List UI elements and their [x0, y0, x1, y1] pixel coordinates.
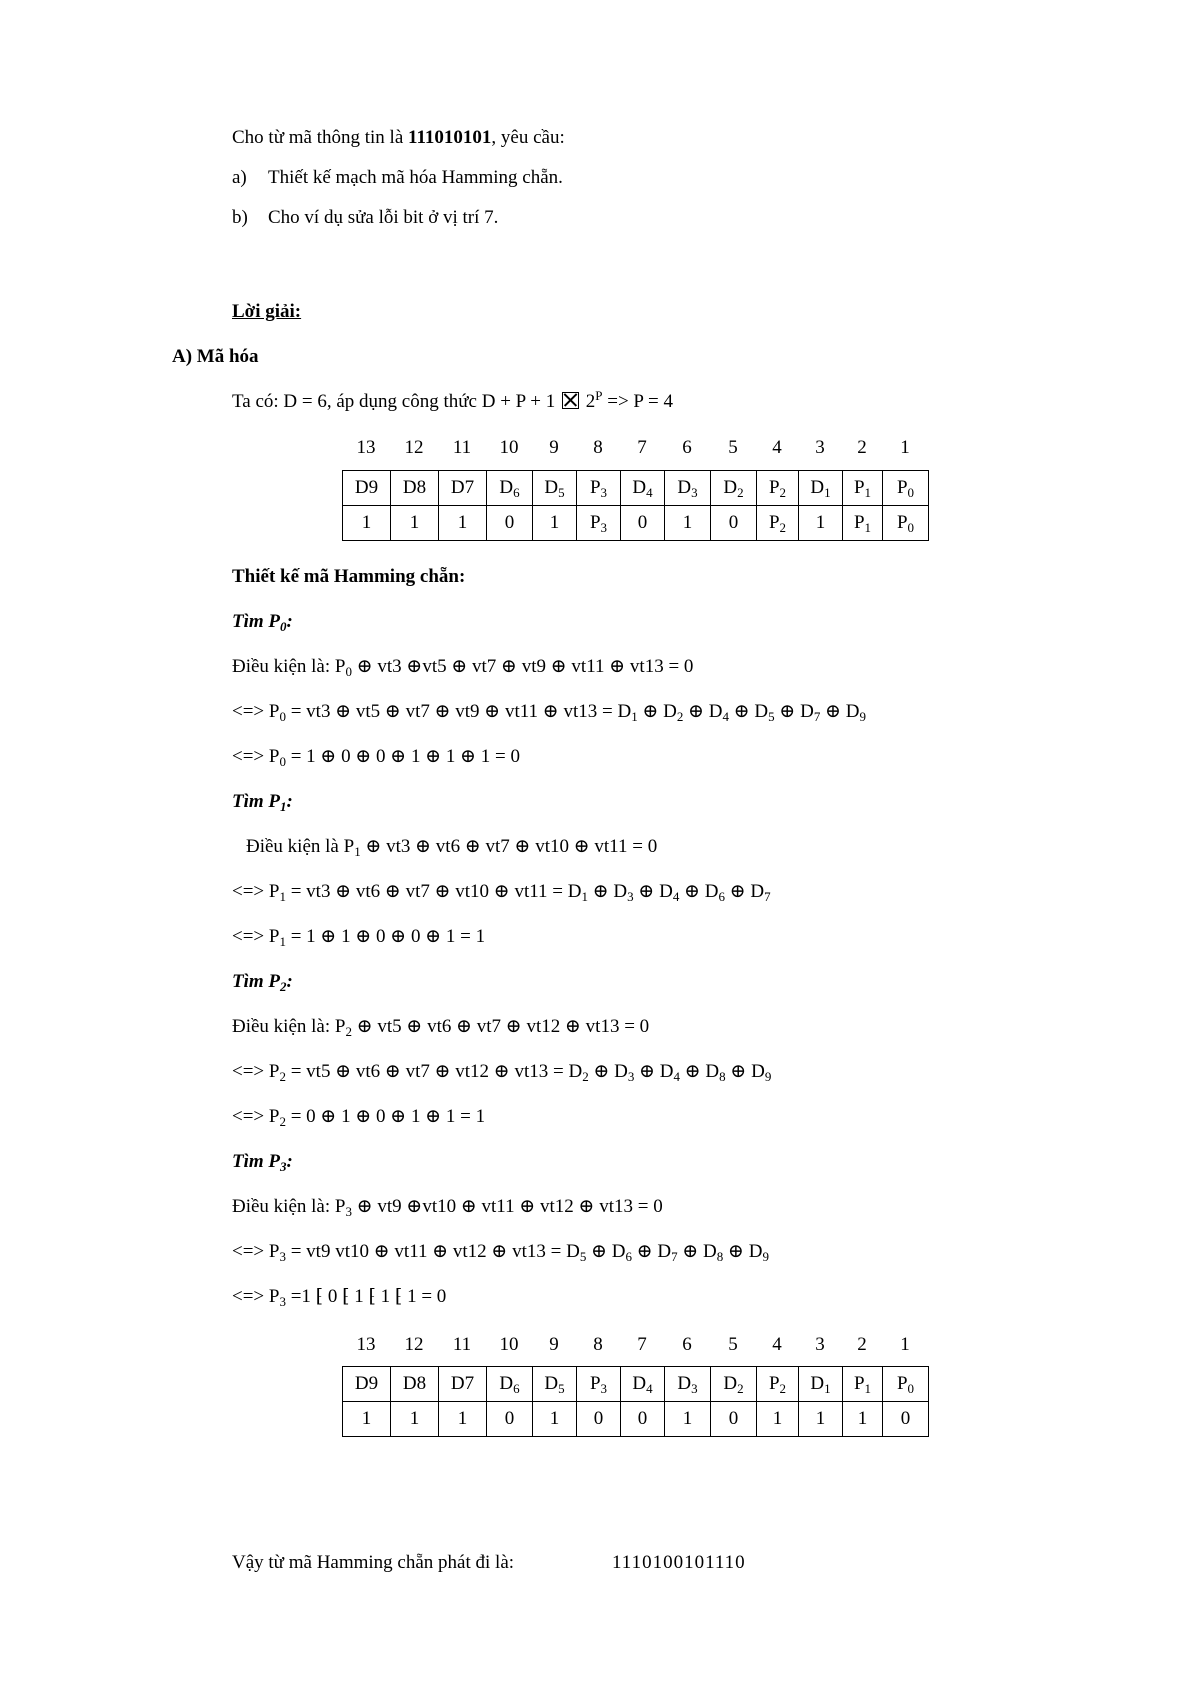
cell-text: P	[768, 477, 780, 498]
table-value-cell	[343, 1402, 391, 1437]
table-header-cell	[757, 1367, 799, 1402]
cell-text: D8	[402, 477, 427, 498]
cell-text: D	[677, 1373, 692, 1394]
solution-heading: Lời giải:	[232, 301, 302, 322]
p2-result	[232, 1106, 486, 1129]
equation-text: ⊕ D	[723, 1241, 763, 1262]
p1-heading-colon: :	[286, 791, 293, 812]
equation-text: ⊕ D	[631, 1241, 672, 1262]
bit-position-label: 12	[404, 1334, 424, 1355]
info-codeword: 111010101	[408, 127, 492, 148]
formula-exponent: P	[595, 388, 603, 403]
equation-text: ⊕ vt3 ⊕ vt6 ⊕ vt7 ⊕ vt10 ⊕ vt11 = 0	[360, 836, 658, 857]
cell-subscript: 4	[646, 1381, 653, 1396]
subscript: 3	[279, 1249, 286, 1264]
p0-result	[232, 746, 520, 769]
table-value-cell	[799, 1402, 843, 1437]
equation-text: ⊕ D	[774, 701, 814, 722]
equation-text: = vt3 ⊕ vt6 ⊕ vt7 ⊕ vt10 ⊕ vt11 = D	[285, 881, 582, 902]
p1-heading-sub: 1	[280, 799, 287, 814]
cell-subscript: 3	[600, 1381, 608, 1396]
table-value-cell	[577, 1402, 621, 1437]
table-value-row	[343, 1402, 929, 1437]
bit-position-label: 10	[499, 1334, 519, 1355]
cell-text: D7	[450, 477, 475, 498]
cell-text: D	[810, 1373, 825, 1394]
question-text: Cho từ mã thông tin là	[232, 127, 404, 148]
table-header-cell	[883, 1367, 929, 1402]
table-header-cell	[883, 471, 929, 506]
cell-text: 1	[457, 1408, 468, 1429]
equation-text: ⊕ D	[820, 701, 860, 722]
p3-result	[232, 1286, 447, 1309]
item-a	[232, 167, 563, 188]
subscript: 2	[345, 1024, 352, 1039]
question-text-end: , yêu cầu:	[491, 127, 565, 148]
equation-text: = 0 ⊕ 1 ⊕ 0 ⊕ 1 ⊕ 1 = 1	[285, 1106, 486, 1127]
cell-text: P	[768, 512, 780, 533]
cell-subscript: 0	[907, 485, 915, 500]
p0-heading-text: Tìm P	[232, 611, 281, 632]
formula-line	[232, 388, 674, 412]
equation-text: <=> P	[232, 701, 280, 722]
cell-subscript: 3	[691, 1381, 698, 1396]
cell-text: D	[723, 477, 738, 498]
subscript: 0	[279, 709, 286, 724]
equation-text: <=> P	[232, 1241, 280, 1262]
cell-text: D	[544, 477, 559, 498]
table-value-cell	[883, 1402, 929, 1437]
subscript: 2	[582, 1069, 589, 1084]
cell-text: 0	[504, 512, 515, 533]
cell-text: 0	[637, 512, 648, 533]
bit-position-label: 4	[772, 437, 782, 458]
table-header-cell	[711, 1367, 757, 1402]
cell-text: D	[677, 477, 692, 498]
cell-subscript: 5	[558, 1381, 565, 1396]
table-value-cell	[343, 506, 391, 541]
position-row-1	[342, 437, 928, 459]
cell-text: D7	[450, 1373, 475, 1394]
cell-subscript: 2	[737, 485, 744, 500]
cell-text: 1	[409, 1408, 420, 1429]
cell-text: D	[544, 1373, 559, 1394]
equation-text: ⊕ D	[679, 881, 719, 902]
cell-text: 1	[857, 1408, 868, 1429]
equation-text: ⊕ vt9 ⊕vt10 ⊕ vt11 ⊕ vt12 ⊕ vt13 = 0	[351, 1196, 663, 1217]
cell-text: 1	[361, 1408, 372, 1429]
cell-text: 1	[361, 512, 372, 533]
bit-position-label: 9	[549, 437, 559, 458]
cell-subscript: 6	[513, 1381, 520, 1396]
p3-heading-sub: 3	[280, 1159, 287, 1174]
equation-text: ⊕ D	[586, 1241, 626, 1262]
equation-text: ⊕ D	[588, 881, 628, 902]
cell-text: P	[853, 1373, 865, 1394]
cell-text: 1	[549, 1408, 560, 1429]
cell-subscript: 3	[600, 520, 608, 535]
subscript: 8	[716, 1249, 724, 1264]
table-value-cell	[711, 1402, 757, 1437]
cell-text: D	[632, 1373, 647, 1394]
table-value-cell	[799, 506, 843, 541]
cell-subscript: 1	[864, 1381, 872, 1396]
table-header-cell	[843, 1367, 883, 1402]
table-header-row	[343, 471, 929, 506]
table-header-cell	[799, 1367, 843, 1402]
p2-condition	[232, 1016, 650, 1039]
bit-position-label: 7	[637, 437, 647, 458]
equation-text: Điều kiện là P	[246, 836, 355, 857]
bit-position-label: 5	[728, 1334, 738, 1355]
cell-text: P	[896, 1373, 908, 1394]
subscript: 6	[718, 889, 725, 904]
bit-position-label: 6	[682, 1334, 692, 1355]
table-value-cell	[621, 506, 665, 541]
cell-subscript: 6	[513, 485, 520, 500]
cell-text: 1	[409, 512, 420, 533]
table-header-cell	[343, 471, 391, 506]
cell-text: P	[853, 512, 865, 533]
hamming-codeword: 1110100101110	[612, 1552, 746, 1573]
table-header-cell	[757, 471, 799, 506]
subscript: 5	[579, 1249, 587, 1264]
equation-text: = vt3 ⊕ vt5 ⊕ vt7 ⊕ vt9 ⊕ vt11 ⊕ vt13 = D	[285, 701, 632, 722]
equation-text: =1 ⁅ 0 ⁅ 1 ⁅ 1 ⁅ 1 = 0	[285, 1286, 447, 1307]
cell-text: D	[810, 477, 825, 498]
bit-position-label: 3	[815, 437, 825, 458]
cell-text: P	[768, 1373, 780, 1394]
equation-text: = vt9 vt10 ⊕ vt11 ⊕ vt12 ⊕ vt13 = D	[285, 1241, 580, 1262]
p3-heading-colon: :	[286, 1151, 293, 1172]
subscript: 1	[354, 844, 361, 859]
table-value-cell	[577, 506, 621, 541]
p3-heading-text: Tìm P	[232, 1151, 281, 1172]
bit-position-label: 13	[356, 1334, 376, 1355]
cell-text: 1	[815, 1408, 826, 1429]
equation-text: ⊕ D	[637, 701, 677, 722]
subscript: 9	[764, 1069, 772, 1084]
equation-text: <=> P	[232, 881, 280, 902]
section-a-heading: A) Mã hóa	[172, 346, 259, 367]
table-value-cell	[665, 1402, 711, 1437]
equation-text: Điều kiện là: P	[232, 1016, 346, 1037]
cell-text: 0	[900, 1408, 911, 1429]
bit-position-label: 8	[593, 1334, 603, 1355]
table-header-cell	[799, 471, 843, 506]
p1-equation	[232, 881, 771, 904]
cell-text: P	[589, 1373, 601, 1394]
missing-glyph-icon	[562, 392, 579, 409]
subscript: 5	[768, 709, 775, 724]
subscript: 9	[859, 709, 866, 724]
p0-heading-colon: :	[286, 611, 293, 632]
equation-text: ⊕ vt5 ⊕ vt6 ⊕ vt7 ⊕ vt12 ⊕ vt13 = 0	[351, 1016, 650, 1037]
p1-result	[232, 926, 486, 949]
cell-subscript: 0	[907, 1381, 915, 1396]
subscript: 3	[279, 1294, 286, 1309]
p2-heading-text: Tìm P	[232, 971, 281, 992]
table-header-cell	[487, 1367, 533, 1402]
item-b-text: Cho ví dụ sửa lỗi bit ở vị trí 7.	[268, 207, 499, 228]
subscript: 3	[627, 889, 634, 904]
equation-text: ⊕ D	[677, 1241, 717, 1262]
cell-subscript: 2	[737, 1381, 744, 1396]
subscript: 3	[345, 1204, 352, 1219]
question-line	[232, 128, 565, 147]
p0-heading-sub: 0	[280, 619, 287, 634]
cell-text: 1	[682, 512, 693, 533]
equation-text: ⊕ D	[725, 1061, 765, 1082]
table-value-cell	[711, 506, 757, 541]
bit-position-label: 11	[452, 1334, 472, 1355]
table-header-row	[343, 1367, 929, 1402]
bit-position-label: 2	[857, 1334, 867, 1355]
cell-text: P	[589, 477, 601, 498]
table-value-row	[343, 506, 929, 541]
subscript: 1	[581, 889, 588, 904]
table-header-cell	[391, 471, 439, 506]
cell-subscript: 3	[600, 485, 608, 500]
bit-position-label: 12	[404, 437, 424, 458]
cell-subscript: 2	[779, 520, 787, 535]
bit-position-label: 11	[452, 437, 472, 458]
table-header-cell	[487, 471, 533, 506]
subscript: 7	[813, 709, 821, 724]
item-b-marker: b)	[232, 207, 248, 228]
p3-equation	[232, 1241, 769, 1264]
cell-text: P	[853, 477, 865, 498]
table-value-cell	[757, 506, 799, 541]
equation-text: ⊕ D	[588, 1061, 628, 1082]
table-value-cell	[533, 1402, 577, 1437]
equation-text: <=> P	[232, 1061, 280, 1082]
equation-text: = vt5 ⊕ vt6 ⊕ vt7 ⊕ vt12 ⊕ vt13 = D	[285, 1061, 583, 1082]
table-header-cell	[439, 471, 487, 506]
cell-text: D9	[354, 1373, 379, 1394]
cell-text: 0	[637, 1408, 648, 1429]
cell-text: P	[896, 512, 908, 533]
table-value-cell	[487, 1402, 533, 1437]
cell-subscript: 4	[646, 485, 653, 500]
cell-subscript: 1	[864, 520, 872, 535]
cell-text: 1	[772, 1408, 783, 1429]
equation-text: <=> P	[232, 746, 280, 767]
p2-heading-colon: :	[286, 971, 293, 992]
bit-position-label: 10	[499, 437, 519, 458]
table-value-cell	[883, 506, 929, 541]
hamming-table-2	[342, 1366, 929, 1437]
table-header-cell	[533, 471, 577, 506]
table-value-cell	[439, 506, 487, 541]
equation-text: ⊕ D	[683, 701, 723, 722]
cell-subscript: 5	[558, 485, 565, 500]
table-header-cell	[843, 471, 883, 506]
table-header-cell	[621, 1367, 665, 1402]
p2-heading-sub: 2	[280, 979, 287, 994]
table-header-cell	[711, 471, 757, 506]
subscript: 4	[672, 889, 680, 904]
table-header-cell	[439, 1367, 487, 1402]
cell-text: 1	[457, 512, 468, 533]
cell-text: 1	[682, 1408, 693, 1429]
cell-subscript: 3	[691, 485, 698, 500]
cell-text: P	[896, 477, 908, 498]
p3-heading	[232, 1151, 293, 1174]
subscript: 7	[764, 889, 771, 904]
cell-text: D	[499, 1373, 514, 1394]
subscript: 0	[279, 754, 286, 769]
table-value-cell	[843, 1402, 883, 1437]
formula-text: Ta có: D = 6, áp dụng công thức D + P + 1	[232, 391, 556, 412]
design-heading: Thiết kế mã Hamming chẵn:	[232, 566, 466, 587]
hamming-table-1	[342, 470, 929, 541]
cell-subscript: 0	[907, 520, 915, 535]
equation-text: Điều kiện là: P	[232, 1196, 346, 1217]
position-row-2	[342, 1334, 928, 1356]
equation-text: <=> P	[232, 1106, 280, 1127]
table-header-cell	[621, 471, 665, 506]
bit-position-label: 3	[815, 1334, 825, 1355]
equation-text: ⊕ D	[724, 881, 765, 902]
cell-text: D8	[402, 1373, 427, 1394]
p1-condition	[246, 836, 658, 859]
table-header-cell	[665, 471, 711, 506]
cell-text: 0	[728, 1408, 739, 1429]
equation-text: <=> P	[232, 1286, 280, 1307]
p1-heading-text: Tìm P	[232, 791, 281, 812]
table-value-cell	[391, 506, 439, 541]
subscript: 3	[627, 1069, 635, 1084]
cell-text: 0	[504, 1408, 515, 1429]
bit-position-label: 6	[682, 437, 692, 458]
p1-heading	[232, 791, 293, 814]
bit-position-label: 8	[593, 437, 603, 458]
table-header-cell	[577, 471, 621, 506]
subscript: 6	[625, 1249, 632, 1264]
bit-position-label: 13	[356, 437, 376, 458]
p2-equation	[232, 1061, 772, 1084]
table-header-cell	[391, 1367, 439, 1402]
equation-text: ⊕ D	[633, 881, 673, 902]
bit-position-label: 1	[900, 1334, 910, 1355]
cell-subscript: 1	[864, 485, 872, 500]
cell-text: 1	[815, 512, 826, 533]
equation-text: = 1 ⊕ 0 ⊕ 0 ⊕ 1 ⊕ 1 ⊕ 1 = 0	[285, 746, 520, 767]
bit-position-label: 5	[728, 437, 738, 458]
cell-text: 1	[549, 512, 560, 533]
bit-position-label: 9	[549, 1334, 559, 1355]
subscript: 1	[279, 934, 286, 949]
cell-subscript: 1	[824, 1381, 831, 1396]
table-value-cell	[533, 506, 577, 541]
subscript: 2	[676, 709, 684, 724]
table-value-cell	[621, 1402, 665, 1437]
p0-equation	[232, 701, 866, 724]
cell-subscript: 2	[779, 485, 787, 500]
formula-result: => P = 4	[607, 391, 674, 412]
table-header-cell	[665, 1367, 711, 1402]
table-value-cell	[757, 1402, 799, 1437]
item-a-marker: a)	[232, 167, 247, 188]
subscript: 2	[279, 1069, 286, 1084]
item-b	[232, 207, 499, 228]
subscript: 4	[722, 709, 730, 724]
equation-text: = 1 ⊕ 1 ⊕ 0 ⊕ 0 ⊕ 1 = 1	[285, 926, 486, 947]
table-header-cell	[533, 1367, 577, 1402]
subscript: 2	[279, 1114, 286, 1129]
equation-text: <=> P	[232, 926, 280, 947]
equation-text: ⊕ D	[634, 1061, 674, 1082]
table-header-cell	[577, 1367, 621, 1402]
cell-text: D	[632, 477, 647, 498]
subscript: 4	[673, 1069, 681, 1084]
subscript: 1	[631, 709, 638, 724]
cell-text: D	[499, 477, 514, 498]
cell-subscript: 2	[779, 1381, 787, 1396]
subscript: 8	[719, 1069, 726, 1084]
equation-text: ⊕ D	[680, 1061, 720, 1082]
bit-position-label: 7	[637, 1334, 647, 1355]
subscript: 9	[762, 1249, 769, 1264]
table-value-cell	[391, 1402, 439, 1437]
bit-position-label: 2	[857, 437, 867, 458]
formula-base: 2	[585, 391, 596, 412]
subscript: 7	[671, 1249, 678, 1264]
cell-subscript: 1	[824, 485, 831, 500]
cell-text: D9	[354, 477, 379, 498]
bit-position-label: 1	[900, 437, 910, 458]
cell-text: 0	[728, 512, 739, 533]
bit-position-label: 4	[772, 1334, 782, 1355]
p2-heading	[232, 971, 293, 994]
equation-text: Điều kiện là: P	[232, 656, 346, 677]
subscript: 0	[345, 664, 352, 679]
conclusion-label: Vậy từ mã Hamming chẵn phát đi là:	[232, 1552, 515, 1573]
equation-text: ⊕ D	[729, 701, 769, 722]
cell-text: 0	[593, 1408, 604, 1429]
item-a-text: Thiết kế mạch mã hóa Hamming chẵn.	[268, 167, 563, 188]
equation-text: ⊕ vt3 ⊕vt5 ⊕ vt7 ⊕ vt9 ⊕ vt11 ⊕ vt13 = 0	[351, 656, 694, 677]
table-value-cell	[665, 506, 711, 541]
table-value-cell	[439, 1402, 487, 1437]
p3-condition	[232, 1196, 663, 1219]
table-value-cell	[843, 506, 883, 541]
table-header-cell	[343, 1367, 391, 1402]
cell-text: D	[723, 1373, 738, 1394]
subscript: 1	[279, 889, 286, 904]
p0-heading	[232, 611, 293, 634]
table-value-cell	[487, 506, 533, 541]
p0-condition	[232, 656, 694, 679]
cell-text: P	[589, 512, 601, 533]
